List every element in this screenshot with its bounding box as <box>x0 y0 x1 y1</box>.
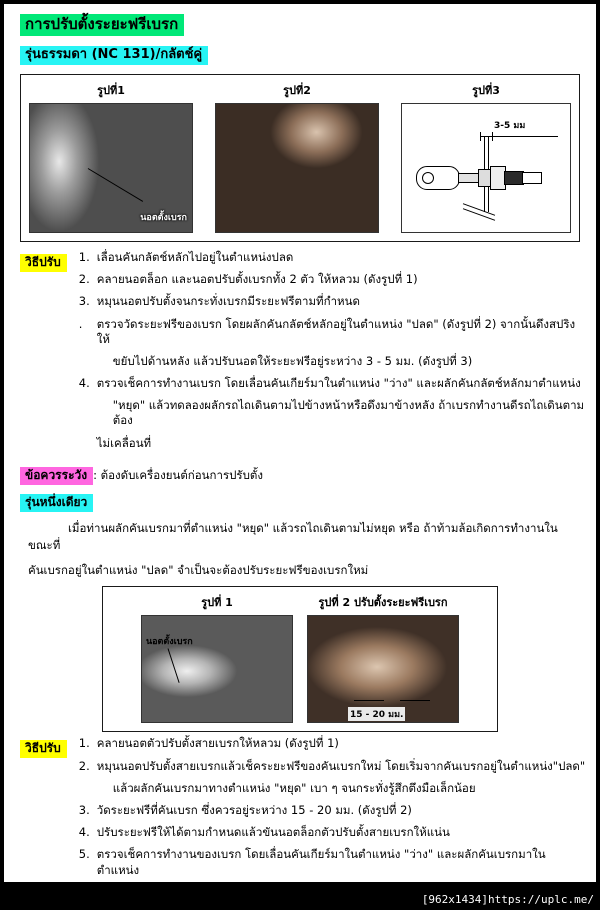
list-item <box>79 294 586 309</box>
list-item <box>79 803 586 818</box>
method-one-steps <box>79 250 586 347</box>
figure-2-2-annotation: 15 - 20 มม. <box>348 707 405 721</box>
rod-end <box>522 172 542 184</box>
section-two-row <box>20 494 586 512</box>
step-text: ตรวจวัดระยะฟรีของเบรก โดยผลักคันกลัตช์หลักอยู่ในตำแหน่ง "ปลด" (ดังรูปที่ 2) จากนั้นดึงสปริงให้ <box>96 316 576 346</box>
figure-panel-one <box>20 74 580 242</box>
caution-tag: ข้อควรระวัง <box>20 467 93 485</box>
step-number: 3. <box>78 294 90 309</box>
footer-watermark: [962x1434]https://uplc.me/ <box>421 893 594 906</box>
method-two-steps-a <box>79 736 586 773</box>
lock-nut <box>504 171 524 185</box>
figure-1-1-caption: รูปที่1 <box>97 84 125 97</box>
step-number: 3. <box>78 802 90 817</box>
method-two-tag-wrap <box>14 736 67 882</box>
list-item <box>79 317 586 347</box>
step-continuation: แล้วผลักคันเบรกมาทางตำแหน่ง "หยุด" เบา ๆ จนกระทั่งรู้สึกตึงมือเล็กน้อย <box>112 780 476 795</box>
dimension-arrow-right <box>400 700 430 701</box>
method-two-tag: วิธีปรับ <box>20 740 67 758</box>
list-item <box>79 825 586 840</box>
step-number: 2. <box>78 272 90 287</box>
figure-1-3-image <box>401 103 571 233</box>
figure-2-1-image <box>141 615 293 723</box>
method-two-body <box>67 736 586 882</box>
method-one-block <box>14 250 586 458</box>
list-item <box>79 272 586 287</box>
section-two-paragraph-line-2: คันเบรกอยู่ในตำแหน่ง "ปลด" จำเป็นจะต้องปรับระยะฟรีของเบรกใหม่ <box>28 563 369 578</box>
list-item <box>79 736 586 751</box>
figure-panel-two-row <box>111 593 489 723</box>
section-two-tag: รุ่นหนึ่งเดียว <box>20 494 93 512</box>
step-continuation: "หยุด" แล้วทดลองผลักรถไถเดินตามไปข้างหน้าหรือดึงมาข้างหลัง ถ้าเบรกทำงานดีรถไถเดินตามต้อง <box>112 398 585 428</box>
figure-panel-two <box>102 586 498 732</box>
figure-2-1-annotation: นอตตั้งเบรก <box>146 637 193 648</box>
method-one-body <box>67 250 586 458</box>
dimension-arrow-left <box>354 700 384 701</box>
step-text: ปรับระยะฟรีให้ได้ตามกำหนดแล้วขันนอตล็อกตัวปรับตั้งสายเบรกให้แน่น <box>96 825 450 840</box>
method-two-steps-b <box>79 803 586 878</box>
figure-2-1 <box>141 593 293 723</box>
step-continuation: ไม่เคลื่อนที่ <box>96 435 152 450</box>
page-title: การปรับตั้งระยะฟรีเบรก <box>20 14 184 36</box>
list-item <box>79 847 586 877</box>
leader-line <box>88 168 143 202</box>
step-continuation: ขยับไปด้านหลัง แล้วปรับนอตให้ระยะฟรีอยู่ระหว่าง 3 - 5 มม. (ดังรูปที่ 3) <box>112 353 473 368</box>
caution-text: : ต้องดับเครื่องยนต์ก่อนการปรับตั้ง <box>93 467 263 482</box>
figure-1-2 <box>215 81 379 233</box>
list-item <box>79 250 586 265</box>
document-body <box>4 4 596 882</box>
figure-2-1-caption: รูปที่ 1 <box>201 596 233 610</box>
step-number: 5. <box>78 847 90 862</box>
clevis-eye <box>422 172 434 184</box>
step-text: คลายนอตตัวปรับตั้งสายเบรกให้หลวม (ดังรูปที่ 1) <box>96 736 339 751</box>
step-text: วัดระยะฟรีที่คันเบรก ซึ่งควรอยู่ระหว่าง 15 - 20 มม. (ดังรูปที่ 2) <box>96 802 412 817</box>
figure-1-3-dimension: 3-5 มม <box>494 121 526 131</box>
figure-1-1-image <box>29 103 193 233</box>
step-number: 4. <box>78 825 90 840</box>
figure-2-2-image <box>307 615 459 723</box>
list-item <box>79 759 586 774</box>
method-one-tag-wrap <box>14 250 67 458</box>
page-subtitle-row <box>20 43 586 65</box>
figure-1-1 <box>29 81 193 233</box>
step-text: คลายนอตล็อก และนอตปรับตั้งเบรกทั้ง 2 ตัว ให้หลวม (ดังรูปที่ 1) <box>96 272 418 287</box>
step-text: ตรวจเช็คการทำงานของเบรก โดยเลื่อนคันเกียร์มาในตำแหน่ง "ว่าง" และผลักคันเบรกมาในตำแหน่ง <box>96 847 546 877</box>
leader-line <box>168 649 180 684</box>
section-two-paragraph-line-1: เมื่อท่านผลักคันเบรกมาที่ตำแหน่ง "หยุด" แล้วรถไถเดินตามไม่หยุด หรือ ถ้าท้ามล้อเกิดการทำงานในขณะที่ <box>28 520 558 552</box>
step-number: 4. <box>78 376 90 391</box>
figure-1-3 <box>401 81 571 233</box>
document-sheet <box>4 4 596 882</box>
figure-2-2-caption: รูปที่ 2 ปรับตั้งระยะฟรีเบรก <box>318 596 448 610</box>
step-text: หมุนนอตปรับตั้งจนกระทั่งเบรกมีระยะฟรีตามที่กำหนด <box>96 294 360 309</box>
method-one-tag: วิธีปรับ <box>20 254 67 272</box>
step-number: . <box>78 316 83 331</box>
caution-row <box>20 467 586 485</box>
step-text: หมุนนอตปรับตั้งสายเบรกแล้วเช็คระยะฟรีของคันเบรกใหม่ โดยเริ่มจากคันเบรกอยู่ในตำแหน่ง"ปลด" <box>96 758 586 773</box>
page-subtitle: รุ่นธรรมดา (NC 131)/กลัตช์คู่ <box>20 46 208 65</box>
figure-1-1-annotation: นอตตั้งเบรก <box>140 213 187 223</box>
figure-1-3-caption: รูปที่3 <box>472 84 500 97</box>
step-number: 1. <box>78 250 90 264</box>
step-text: ตรวจเช็คการทำงานเบรก โดยเลื่อนคันเกียร์มาในตำแหน่ง "ว่าง" และผลักคันกลัตช์หลักมาตำแหน่ง <box>96 376 581 391</box>
figure-2-2 <box>307 593 459 723</box>
dimension-tick-right <box>492 132 493 141</box>
list-item <box>79 376 586 391</box>
figure-1-2-caption: รูปที่2 <box>283 84 311 97</box>
page-title-row <box>20 14 586 36</box>
dimension-tick-left <box>480 132 481 141</box>
step-number: 1. <box>78 736 90 751</box>
step-number: 2. <box>78 758 90 773</box>
figure-panel-one-row <box>29 81 571 233</box>
method-one-steps-cont <box>79 376 586 391</box>
step-text: เลื่อนคันกลัตช์หลักไปอยู่ในตำแหน่งปลด <box>96 250 294 264</box>
figure-1-2-image <box>215 103 379 233</box>
method-two-block <box>14 736 586 882</box>
rod-segment-1 <box>458 173 480 183</box>
